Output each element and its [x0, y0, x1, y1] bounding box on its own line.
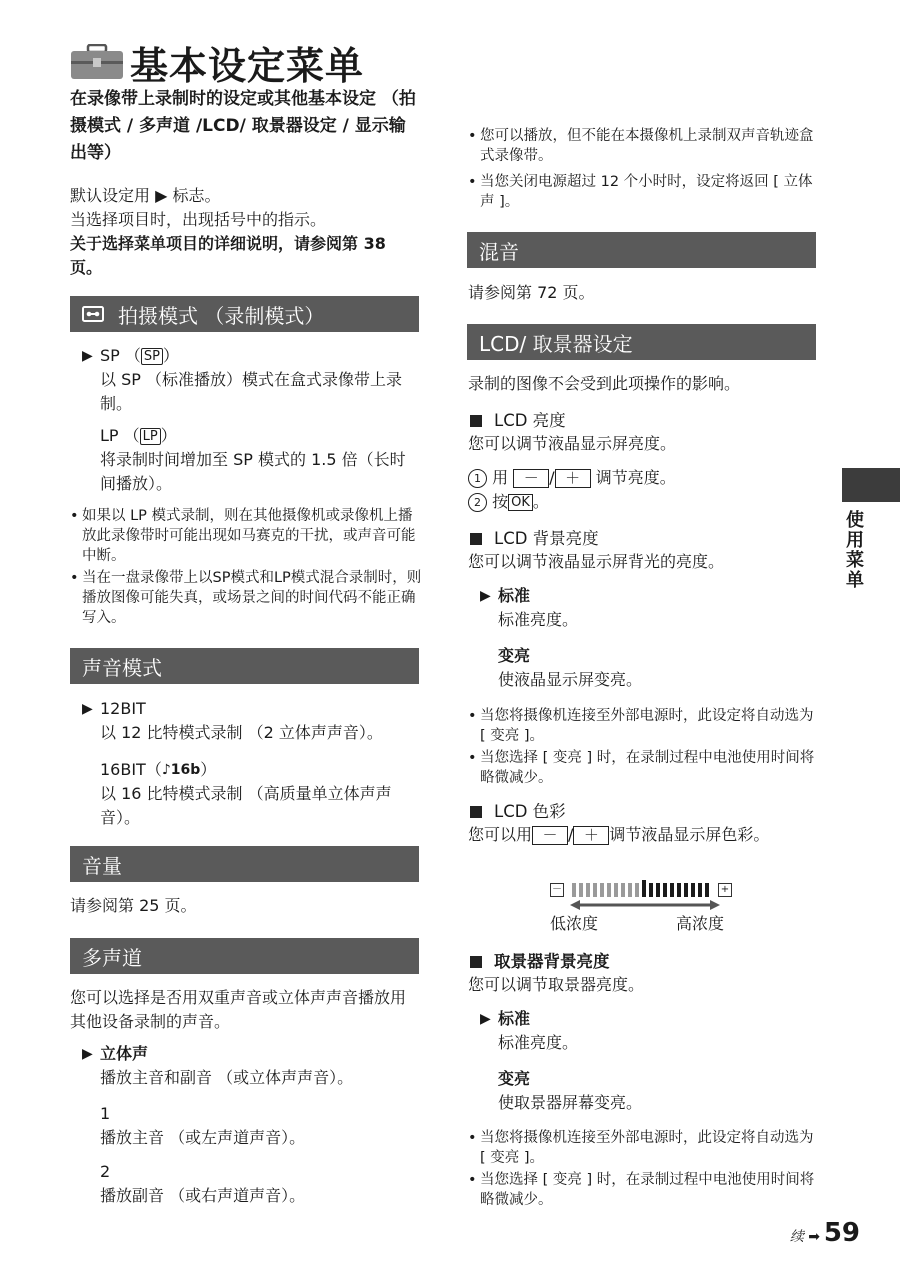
scale-segment: [635, 883, 639, 897]
section-header-rec-mode: [70, 296, 419, 332]
step-text: 用: [492, 468, 509, 487]
page-number: 59: [823, 1218, 860, 1248]
default-note: 默认设定用 ▶ 标志。: [70, 186, 221, 205]
note-text: 当您将摄像机连接至外部电源时，此设定将自动选为 [ 变亮 ]。: [480, 1130, 814, 1166]
scale-segment: [579, 883, 583, 897]
option-sp: [82, 344, 422, 416]
scale-segment: [621, 883, 625, 897]
bullet: •: [70, 508, 79, 524]
scale-segment: [649, 883, 653, 897]
scale-segment: [663, 883, 667, 897]
slash: /: [568, 825, 574, 844]
option-standard: [480, 1007, 810, 1055]
page-title-block: [70, 36, 364, 88]
note-item: [468, 706, 818, 746]
cassette-icon: [82, 306, 104, 322]
slash: /: [549, 468, 555, 487]
desc-text: 您可以用: [468, 825, 533, 844]
mix-desc: 请参阅第 72 页。: [468, 283, 595, 302]
option-label-close: ）: [160, 426, 177, 445]
section-title: 声音模式: [82, 655, 162, 680]
continued-text: 续: [789, 1229, 804, 1245]
note-text: 当在一盘录像带上以SP模式和LP模式混合录制时，则播放图像可能失真，或场景之间的时间代码不能正确写入。: [82, 570, 422, 626]
scale-segment: [600, 883, 604, 897]
option-desc: 播放副音 （或右声道声音）。: [100, 1186, 306, 1205]
scale-minus-icon: －: [552, 884, 562, 895]
scale-low-label: 低浓度: [550, 914, 599, 933]
note-text: 当您将摄像机连接至外部电源时，此设定将自动选为 [ 变亮 ]。: [480, 708, 814, 744]
scale-segment: [698, 883, 702, 897]
option-label: LP （: [100, 426, 140, 445]
intro-text: 在录像带上录制时的设定或其他基本设定 （拍摄模式 / 多声道 /LCD/ 取景器设定 / 显示输出等）: [70, 89, 416, 163]
16bit-icon: ♪16b: [161, 762, 201, 778]
subsection-lcd-color: [468, 800, 566, 824]
bullet: •: [468, 174, 477, 190]
option-desc: 将录制时间增加至 SP 模式的 1.5 倍（长时间播放）。: [100, 450, 406, 493]
reference-note: 关于选择菜单项目的详细说明，请参阅第 38 页。: [70, 234, 386, 277]
sp-icon: SP: [141, 348, 163, 365]
plus-button-icon: ＋: [555, 469, 591, 488]
toolbox-icon: [70, 44, 124, 80]
option-label: 标准: [498, 586, 531, 605]
option-stereo: [82, 1042, 422, 1090]
arrow-right-icon: ➡: [808, 1229, 820, 1245]
section-title: 混音: [479, 239, 519, 264]
section-header-mix: [467, 232, 816, 268]
scale-high-label: 高浓度: [676, 914, 725, 933]
step-text: 。: [532, 492, 549, 511]
lcd-brightness-desc: 您可以调节液晶显示屏亮度。: [468, 434, 677, 453]
bullet: •: [70, 570, 79, 586]
scale-segment: [656, 883, 660, 897]
option-desc: 标准亮度。: [498, 610, 579, 629]
scale-segment: [705, 883, 709, 897]
option-bright: [480, 1067, 810, 1115]
color-scale: [550, 880, 735, 940]
section-header-volume: [70, 846, 419, 882]
note-text: 当您关闭电源超过 12 个小时时，设定将返回 [ 立体声 ]。: [480, 174, 813, 210]
volume-desc: 请参阅第 25 页。: [70, 896, 197, 915]
option-label: 变亮: [498, 646, 531, 665]
scale-plus-icon: +: [718, 883, 732, 897]
option-label: 立体声: [100, 1044, 149, 1063]
scale-segment: [684, 883, 688, 897]
section-title: 拍摄模式 （录制模式）: [118, 303, 325, 328]
minus-button-icon: －: [513, 469, 549, 488]
bullet: •: [468, 708, 477, 724]
scale-bars: [572, 880, 714, 900]
option-label: 16BIT（: [100, 760, 162, 779]
scale-segment: [593, 883, 597, 897]
note-item: [468, 1128, 818, 1168]
multi-sound-desc: 您可以选择是否用双重声音或立体声声音播放用其他设备录制的声音。: [70, 988, 407, 1031]
note-item: [70, 506, 422, 566]
section-header-multi-sound: [70, 938, 419, 974]
lcd-color-desc: [468, 823, 808, 847]
scale-segment: [628, 883, 632, 897]
default-arrow-icon: ▶: [82, 701, 93, 717]
section-title: 音量: [82, 853, 122, 878]
option-desc: 以 SP （标准播放）模式在盒式录像带上录制。: [100, 370, 402, 413]
scale-segment: [586, 883, 590, 897]
note-item: [468, 172, 818, 212]
note-item: [468, 748, 818, 788]
square-bullet-icon: [470, 533, 482, 545]
bullet: •: [468, 1130, 477, 1146]
option-label: 1: [100, 1104, 111, 1123]
scale-segment: [572, 883, 576, 897]
bullet: •: [468, 750, 477, 766]
side-tab: [842, 468, 900, 502]
default-arrow-icon: ▶: [480, 1011, 491, 1027]
subsection-title: LCD 色彩: [494, 802, 566, 821]
option-standard: [480, 584, 810, 632]
side-tab-label: 使用菜单: [843, 510, 864, 590]
subsection-title: LCD 亮度: [494, 411, 566, 430]
option-1: [82, 1102, 422, 1150]
subsection-viewfinder: [468, 950, 610, 974]
option-label-close: ）: [200, 760, 217, 779]
section-title: 多声道: [82, 945, 142, 970]
step-number: 2: [468, 493, 487, 512]
lcd-backlight-desc: 您可以调节液晶显示屏背光的亮度。: [468, 552, 725, 571]
option-desc: 播放主音和副音 （或立体声声音）。: [100, 1068, 354, 1087]
subsection-lcd-backlight: [468, 527, 599, 551]
option-lp: [82, 424, 422, 496]
option-desc: 标准亮度。: [498, 1033, 579, 1052]
step-2: [468, 490, 549, 514]
step-number: 1: [468, 469, 487, 488]
option-bright: [480, 644, 810, 692]
note-text: 如果以 LP 模式录制，则在其他摄像机或录像机上播放此录像带时可能出现如马赛克的干扰，或声音可能中断。: [82, 508, 416, 564]
option-desc: 使取景器屏幕变亮。: [498, 1093, 643, 1112]
square-bullet-icon: [470, 415, 482, 427]
subsection-lcd-brightness: [468, 409, 566, 433]
viewfinder-desc: 您可以调节取景器亮度。: [468, 975, 645, 994]
option-label: 12BIT: [100, 699, 146, 718]
subsection-title: 取景器背景亮度: [494, 952, 610, 971]
option-label: SP （: [100, 346, 141, 365]
option-desc: 使液晶显示屏变亮。: [498, 670, 643, 689]
scale-segment: [642, 880, 646, 897]
section-header-lcd: [467, 324, 816, 360]
option-label: 2: [100, 1162, 111, 1181]
option-12bit: [82, 697, 422, 745]
option-desc: 以 12 比特模式录制 （2 立体声声音）。: [100, 723, 383, 742]
square-bullet-icon: [470, 956, 482, 968]
note-text: 当您选择 [ 变亮 ] 时，在录制过程中电池使用时间将略微减少。: [480, 1172, 815, 1208]
option-label: 变亮: [498, 1069, 531, 1088]
double-arrow-icon: [570, 900, 720, 910]
bullet: •: [468, 1172, 477, 1188]
step-text: 调节亮度。: [595, 468, 676, 487]
lcd-desc: 录制的图像不会受到此项操作的影响。: [468, 374, 741, 393]
scale-segment: [614, 883, 618, 897]
option-label-close: ）: [163, 346, 180, 365]
bracket-note: 当选择项目时，出现括号中的指示。: [70, 210, 327, 229]
desc-text: 调节液晶显示屏色彩。: [609, 825, 770, 844]
scale-segment: [607, 883, 611, 897]
ok-button-icon: OK: [508, 494, 533, 511]
scale-segment: [691, 883, 695, 897]
continued-label: [790, 1226, 820, 1246]
default-arrow-icon: ▶: [480, 588, 491, 604]
note-item: [70, 568, 422, 628]
minus-button-icon: －: [532, 826, 568, 845]
scale-segment: [670, 883, 674, 897]
option-2: [82, 1160, 422, 1208]
option-desc: 播放主音 （或左声道声音）。: [100, 1128, 306, 1147]
section-title: LCD/ 取景器设定: [479, 331, 633, 356]
default-arrow-icon: ▶: [82, 1046, 93, 1062]
square-bullet-icon: [470, 806, 482, 818]
note-text: 您可以播放，但不能在本摄像机上录制双声音轨迹盒式录像带。: [480, 128, 814, 164]
option-16bit: [82, 758, 422, 830]
note-text: 当您选择 [ 变亮 ] 时，在录制过程中电池使用时间将略微减少。: [480, 750, 815, 786]
step-text: 按: [492, 492, 509, 511]
bullet: •: [468, 128, 477, 144]
plus-button-icon: ＋: [573, 826, 609, 845]
option-label: 标准: [498, 1009, 531, 1028]
default-arrow-icon: ▶: [82, 348, 93, 364]
note-item: [468, 1170, 818, 1210]
section-header-audio-mode: [70, 648, 419, 684]
page-title: 基本设定菜单: [130, 43, 365, 88]
note-item: [468, 126, 818, 166]
scale-segment: [677, 883, 681, 897]
lp-icon: LP: [140, 428, 161, 445]
subsection-title: LCD 背景亮度: [494, 529, 599, 548]
option-desc: 以 16 比特模式录制 （高质量单立体声声音）。: [100, 784, 392, 827]
step-1: [468, 466, 676, 490]
